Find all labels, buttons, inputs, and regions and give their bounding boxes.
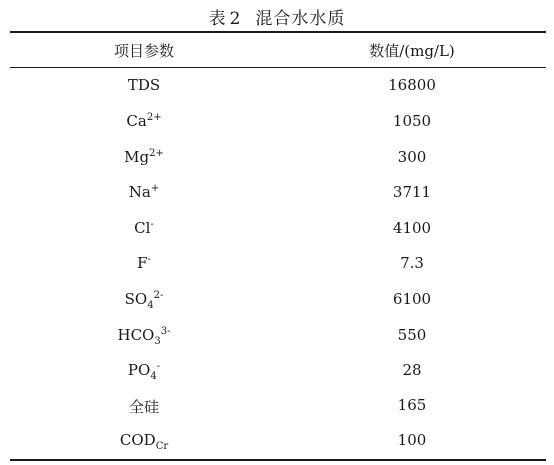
header-value: 数值/(mg/L) — [369, 41, 455, 60]
value-cell: 16800 — [388, 76, 436, 94]
param-base: TDS — [127, 76, 161, 94]
value-cell: 300 — [397, 148, 427, 166]
table-row — [10, 318, 546, 354]
param-base: Mg — [124, 148, 150, 166]
table-row — [10, 353, 546, 389]
table-row — [10, 423, 546, 459]
caption-label: 表 — [208, 9, 227, 29]
value-cell: 550 — [397, 326, 427, 344]
table-row — [10, 68, 546, 104]
param-base: COD — [119, 431, 156, 449]
param-sup: 2- — [153, 290, 164, 301]
param-sup: 3- — [160, 326, 171, 337]
param-base: SO — [124, 290, 148, 308]
table-row — [10, 140, 546, 176]
param-sup: + — [150, 183, 160, 194]
param-base: HCO — [117, 326, 155, 344]
bottom-rule — [10, 459, 546, 461]
param-base: F — [137, 254, 148, 272]
value-cell: 100 — [397, 431, 427, 449]
value-cell: 6100 — [392, 290, 432, 308]
param-cell — [10, 361, 278, 382]
param-sub: Cr — [155, 441, 169, 452]
param-sub: 4 — [147, 300, 154, 311]
value-cell: 1050 — [392, 112, 432, 130]
param-sup: 2+ — [146, 112, 162, 123]
param-cell — [10, 219, 278, 237]
param-cell — [10, 431, 278, 452]
value-cell: 3711 — [392, 183, 432, 201]
param-sub: 4 — [150, 371, 157, 382]
param-sub: 3 — [154, 336, 161, 347]
value-cell: 28 — [402, 361, 422, 379]
param-cell — [10, 183, 278, 201]
caption-number: 2 — [229, 9, 242, 29]
table-caption — [0, 4, 554, 29]
table-row — [10, 175, 546, 211]
table-row — [10, 104, 546, 140]
table-body — [10, 68, 546, 458]
param-sup: - — [156, 361, 161, 372]
param-cell — [10, 254, 278, 272]
table-row — [10, 246, 546, 282]
param-cell — [10, 148, 278, 166]
param-base: Ca — [126, 112, 147, 130]
table-header — [10, 33, 546, 67]
param-sup: 2+ — [149, 148, 164, 159]
param-base: 全硅 — [128, 398, 159, 416]
param-cell — [10, 396, 278, 417]
caption-title: 混合水水质 — [255, 9, 346, 29]
table-row — [10, 211, 546, 247]
value-cell: 7.3 — [400, 254, 424, 272]
param-sup: - — [150, 219, 154, 230]
param-sup: - — [147, 254, 151, 265]
table-row — [10, 282, 546, 318]
param-cell — [10, 112, 278, 130]
header-param: 项目参数 — [113, 41, 174, 60]
param-cell — [10, 290, 278, 311]
value-cell: 4100 — [392, 219, 432, 237]
table-row — [10, 388, 546, 424]
param-cell — [10, 326, 278, 347]
param-base: Na — [128, 183, 151, 201]
value-cell: 165 — [397, 396, 427, 414]
param-cell — [10, 76, 278, 94]
param-base: PO — [127, 361, 151, 379]
param-base: Cl — [134, 219, 151, 237]
